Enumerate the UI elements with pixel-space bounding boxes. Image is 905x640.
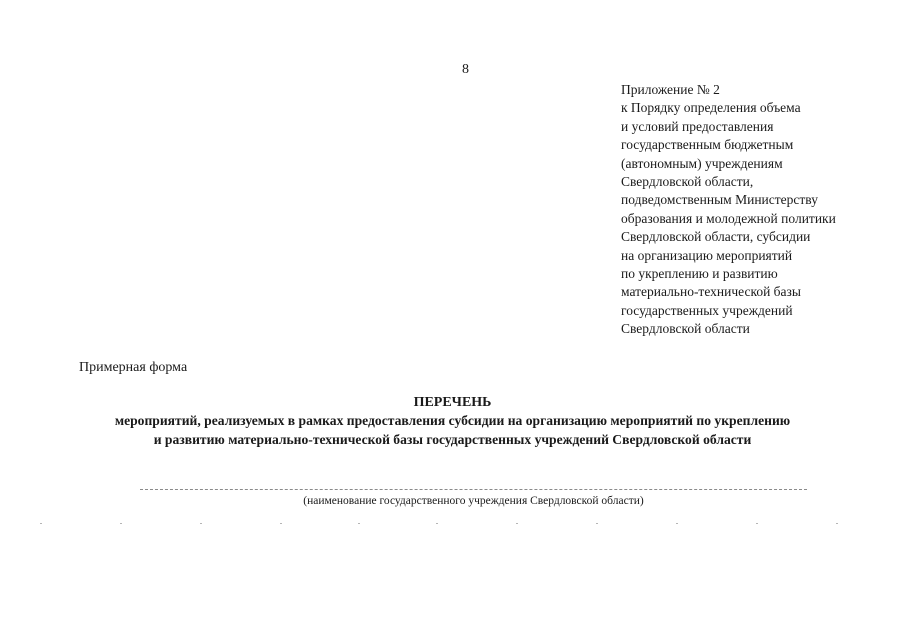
appendix-line: к Порядку определения объема [621, 100, 801, 116]
appendix-line: Свердловской области, [621, 174, 754, 190]
appendix-line: по укреплению и развитию [621, 266, 778, 282]
scan-speck [516, 523, 518, 524]
appendix-line: государственным бюджетным [621, 137, 794, 153]
appendix-line: и условий предоставления [621, 118, 774, 134]
scan-speck [596, 523, 598, 524]
appendix-line: государственных учреждений [621, 302, 793, 318]
scan-speck [436, 523, 438, 524]
institution-name-caption: (наименование государственного учреждения Свердловской области) [303, 495, 644, 507]
appendix-line: Свердловской области [621, 321, 750, 337]
appendix-line: подведомственным Министерству [621, 192, 818, 208]
document-title: ПЕРЕЧЕНЬ [413, 395, 492, 410]
scan-speck [676, 523, 678, 524]
appendix-line: образования и молодежной политики [621, 210, 836, 226]
scan-speck [358, 523, 360, 524]
scan-speck [120, 523, 122, 524]
institution-name-line [140, 489, 807, 490]
appendix-line: Приложение № 2 [621, 82, 720, 97]
appendix-line: материально-технической базы [621, 284, 801, 300]
subtitle-line: мероприятий, реализуемых в рамках предоставления субсидии на организацию мероприятий по укреплению [114, 413, 791, 428]
scan-speck [40, 523, 42, 524]
document-subtitle [60, 411, 845, 449]
scan-speck [836, 523, 838, 524]
appendix-line: (автономным) учреждениям [621, 155, 783, 171]
page-number: 8 [462, 62, 469, 77]
scan-speck [756, 523, 758, 524]
appendix-line: на организацию мероприятий [621, 247, 793, 263]
scan-speck [280, 523, 282, 524]
appendix-block [621, 81, 891, 339]
scan-speck [200, 523, 202, 524]
appendix-line: Свердловской области, субсидии [621, 229, 811, 245]
subtitle-line: и развитию материально-технической базы государственных учреждений Свердловской области [153, 432, 752, 447]
sample-form-label: Примерная форма [79, 360, 188, 375]
